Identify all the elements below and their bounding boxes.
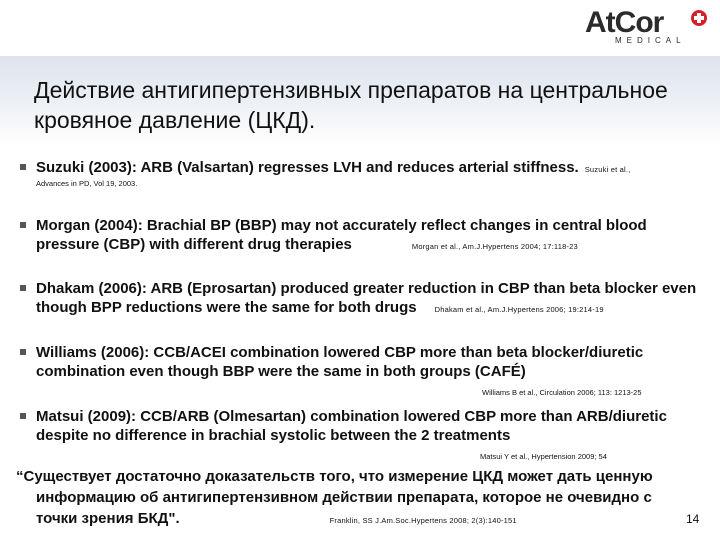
logo-subtitle: MEDICAL xyxy=(615,36,686,45)
bullet-reference: Morgan et al., Am.J.Hypertens 2004; 17:118-23 xyxy=(411,242,578,251)
bullet-reference: Dhakam et al., Am.J.Hypertens 2006; 19:214-19 xyxy=(434,305,604,314)
bullet-dhakam xyxy=(20,279,700,319)
bullet-icon xyxy=(20,164,26,170)
bullet-text: Matsui (2009): CCB/ARB (Olmesartan) combination lowered CBP more than ARB/diuretic despite no difference in brachial systolic between the 2 treatments xyxy=(36,408,667,444)
bullet-reference: Williams B et al., Circulation 2006; 113: 1213-25 xyxy=(482,388,642,397)
bullet-morgan xyxy=(20,216,700,256)
logo-name: AtCor xyxy=(585,6,664,39)
quote-reference: Franklin, SS J.Am.Soc.Hypertens 2008; 2(3):140-151 xyxy=(329,516,517,525)
atcor-medical-logo xyxy=(585,6,715,46)
quote-line-1: “Существует достаточно доказательств того, что измерение ЦКД может дать ценную xyxy=(16,468,653,485)
bullet-text: Suzuki (2003): ARB (Valsartan) regresses LVH and reduces arterial stiffness. xyxy=(36,159,579,176)
bullet-text: Dhakam (2006): ARB (Eprosartan) produced greater reduction in CBP than beta blocker even though BPP reductions were the same for both drugs xyxy=(36,280,697,316)
bullet-williams xyxy=(20,343,700,381)
bullet-matsui xyxy=(20,407,700,445)
bullet-icon xyxy=(20,285,26,291)
heart-cross-icon xyxy=(691,10,707,26)
bullet-suzuki xyxy=(20,158,700,179)
bullet-reference-cont: Advances in PD, Vol 19, 2003. xyxy=(36,179,138,188)
quote-line-3: точки зрения БКД". xyxy=(36,510,180,527)
bullet-icon xyxy=(20,413,26,419)
bullet-icon xyxy=(20,349,26,355)
bullet-text: Morgan (2004): Brachial BP (BBP) may not accurately reflect changes in central blood pressure (CBP) with different drug therapies xyxy=(36,217,647,253)
page-number: 14 xyxy=(686,512,700,526)
quote-line-2: информацию об антигипертензивном действии препарата, которое не очевидно с xyxy=(36,489,652,506)
bullet-icon xyxy=(20,222,26,228)
bullet-reference: Suzuki et al., xyxy=(584,165,631,174)
bullet-text: Williams (2006): CCB/ACEI combination lowered CBP more than beta blocker/diuretic combination even though BBP were the same in both groups (CAFÉ) xyxy=(36,344,644,380)
franklin-quote xyxy=(16,466,706,531)
bullet-reference: Matsui Y et al., Hypertension 2009; 54 xyxy=(480,452,607,461)
slide-title: Действие антигипертензивных препаратов на центральное кровяное давление (ЦКД). xyxy=(34,77,668,133)
